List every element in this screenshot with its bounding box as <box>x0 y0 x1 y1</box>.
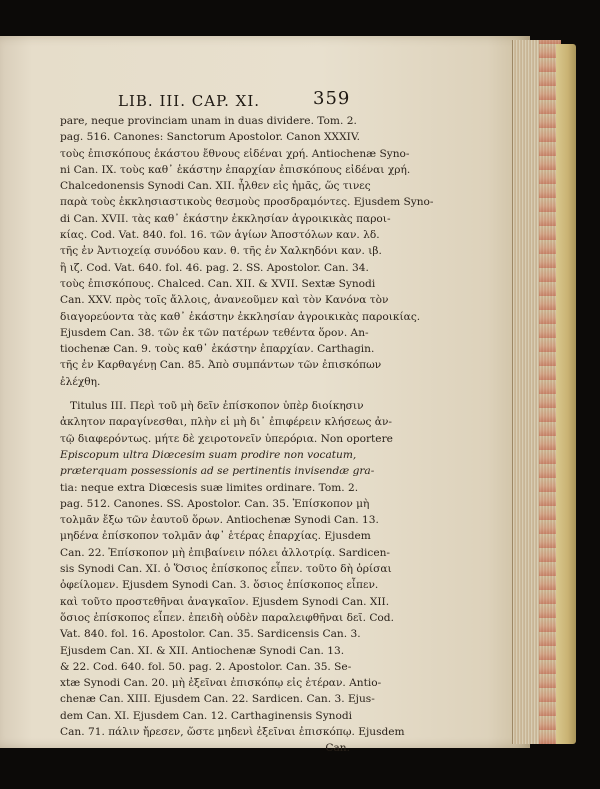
text-line: τῆς ἐν Καρθαγένῃ Can. 85. Ἀπὸ συμπάντων τῶν ἐπισκόπων <box>60 359 382 372</box>
text-line: διαγορεύοντα τὰς καθ᾽ ἑκάστην ἐκκλησίαν ἀγροικικὰς παροικίας. <box>60 310 421 323</box>
running-title: LIB. III. CAP. XI. <box>118 92 261 110</box>
paragraph-2 <box>60 398 405 740</box>
text-line: ἀκλητον παραγίνεσθαι, πλὴν εἰ μὴ δι᾽ ἐπιφέρειν κλήσεως ἀν- <box>60 416 392 429</box>
text-line: pag. 512. Canones. SS. Apostolor. Can. 35. Ἐπίσκοπον μὴ <box>60 497 370 510</box>
text-line: μηδένα ἐπίσκοπον τολμᾶν ἀφ᾽ ἑτέρας ἐπαρχίας. Ejusdem <box>60 530 371 543</box>
text-line: Chalcedonensis Synodi Can. XII. ἦλθεν εἰς ἡμᾶς, ὥς τινες <box>60 180 371 193</box>
page-fore-edge <box>512 40 561 744</box>
text-line: Episcopum ultra Diœcesim suam prodire non vocatum, <box>60 448 357 461</box>
running-header <box>118 88 351 110</box>
text-line: τοὺς ἐπισκόπους ἑκάστου ἔθνους εἰδέναι χρή. Antiochenæ Syno- <box>60 147 410 160</box>
text-line: παρὰ τοὺς ἐκκλησιαστικοὺς θεσμοὺς προσδραμόντες. Ejusdem Syno- <box>60 196 434 209</box>
text-line: καὶ τοῦτο προστεθῆναι ἀναγκαῖον. Ejusdem Synodi Can. XII. <box>60 595 390 608</box>
text-line: ὀφείλομεν. Ejusdem Synodi Can. 3. ὅσιος ἐπίσκοπος εἶπεν. <box>60 579 379 592</box>
text-line: τῷ διαφερόντως. μήτε δὲ χειροτονεῖν ὑπερόρια. Non oportere <box>60 432 393 445</box>
book-cover-edge <box>556 44 576 744</box>
text-line: pare, neque provinciam unam in duas dividere. Tom. 2. <box>60 115 357 127</box>
text-line: Titulus III. Περὶ τοῦ μὴ δεῖν ἐπίσκοπον ὑπὲρ διοίκησιν <box>70 400 364 413</box>
text-line: τολμᾶν ἔξω τῶν ἑαυτοῦ ὅρων. Antiochenæ Synodi Can. 13. <box>60 514 379 527</box>
text-line: τοὺς ἐπισκόπους. Chalced. Can. XII. & XVII. Sextæ Synodi <box>60 277 376 290</box>
text-line: præterquam possessionis ad se pertinentis invisendæ gra- <box>60 465 375 478</box>
text-line: ἐλέχθη. <box>60 375 101 388</box>
text-line: ὅσιος ἐπίσκοπος εἶπεν. ἐπειδὴ οὐδὲν παραλειφθῆναι δεῖ. Cod. <box>60 611 394 624</box>
text-line: pag. 516. Canones: Sanctorum Apostolor. Canon XXXIV. <box>60 131 360 144</box>
text-line: sis Synodi Can. XI. ὁ Ὅσιος ἐπίσκοπος εἶπεν. τοῦτο δὴ ὁρίσαι <box>60 563 392 576</box>
text-line: tia: neque extra Diœcesis suæ limites ordinare. Tom. 2. <box>60 481 359 494</box>
page-number: 359 <box>313 88 351 109</box>
text-line: τῆς ἐν Ἀντιοχείᾳ συνόδου καν. θ. τῆς ἐν Χαλκηδόνι καν. ιβ. <box>60 245 382 258</box>
text-line: ἢ ιζ. Cod. Vat. 640. fol. 46. pag. 2. SS. Apostolor. Can. 34. <box>60 261 369 274</box>
text-line: ni Can. IX. τοὺς καθ᾽ ἑκάστην ἐπαρχίαν ἐπισκόπους εἰδέναι χρή. <box>60 163 411 176</box>
text-line: dem Can. XI. Ejusdem Can. 12. Carthaginensis Synodi <box>60 709 353 722</box>
paragraph-1 <box>60 113 434 390</box>
text-line: & 22. Cod. 640. fol. 50. pag. 2. Apostolor. Can. 35. Se- <box>60 660 352 673</box>
text-line: tiochenæ Can. 9. τοὺς καθ᾽ ἑκάστην ἐπαρχίαν. Carthagin. <box>60 343 375 356</box>
text-line: Can. XXV. πρὸς τοῖς ἄλλοις, ἀνανεοῦμεν καὶ τὸν Κανόνα τὸν <box>60 294 389 307</box>
text-line: Ejusdem Can. XI. & XII. Antiochenæ Synodi Can. 13. <box>60 644 345 657</box>
text-line: Can. 71. πάλιν ἤρεσεν, ὥστε μηδενὶ ἐξεῖναι ἐπισκόπῳ. Ejusdem <box>60 725 405 738</box>
text-line: xtæ Synodi Can. 20. μὴ ἐξεῖναι ἐπισκόπῳ εἰς ἑτέραν. Antio- <box>60 677 382 690</box>
text-line: di Can. XVII. τὰς καθ᾽ ἑκάστην ἐκκλησίαν ἀγροικικὰς παροι- <box>60 212 391 225</box>
catchword: Can. <box>325 742 350 755</box>
body-text <box>60 113 434 757</box>
text-line: Ejusdem Can. 38. τῶν ἐκ τῶν πατέρων τεθέντα ὅρον. An- <box>60 326 369 339</box>
text-line: Vat. 840. fol. 16. Apostolor. Can. 35. Sardicensis Can. 3. <box>60 628 361 641</box>
text-line: chenæ Can. XIII. Ejusdem Can. 22. Sardicen. Can. 3. Ejus- <box>60 693 375 706</box>
text-line: Can. 22. Ἐπίσκοπον μὴ ἐπιβαίνειν πόλει ἀλλοτρίᾳ. Sardicen- <box>60 546 391 559</box>
text-line: κίας. Cod. Vat. 840. fol. 16. τῶν ἁγίων Ἀποστόλων καν. λδ. <box>60 229 380 242</box>
